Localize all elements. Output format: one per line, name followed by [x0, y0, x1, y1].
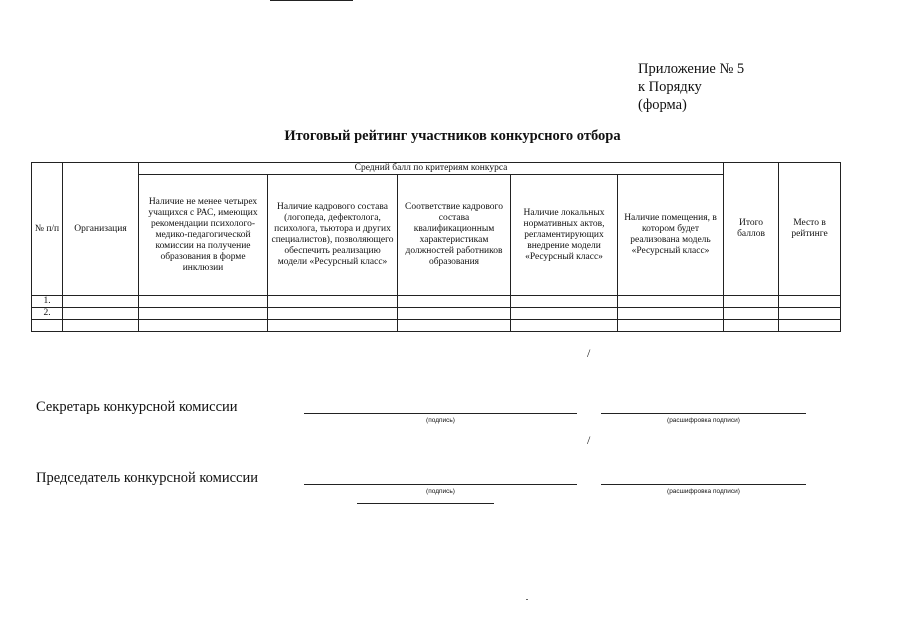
row-cell [779, 296, 841, 308]
secretary-label: Секретарь конкурсной комиссии [36, 399, 238, 415]
chairman-label: Председатель конкурсной комиссии [36, 470, 258, 486]
table-row [32, 308, 841, 320]
row-cell [618, 308, 724, 320]
chairman-decoding-caption: (расшифровка подписи) [667, 488, 740, 495]
header-criterion-2: Наличие кадрового состава (логопеда, дефектолога, психолога, тьютора и других специалистов), позволяющего обеспечить реализацию модели «Ресурсный класс» [268, 175, 398, 296]
row-cell [511, 308, 618, 320]
header-criteria-group: Средний балл по критериям конкурса [139, 163, 724, 175]
row-cell [511, 296, 618, 308]
row-cell [724, 296, 779, 308]
row-cell [268, 320, 398, 332]
header-organization: Организация [63, 163, 139, 296]
header-criterion-1: Наличие не менее четырех учащихся с РАС, имеющих рекомендации психолого-медико-педагогической комиссии на получение образования в форме инклюзии [139, 175, 268, 296]
row-cell [398, 320, 511, 332]
row-cell [139, 308, 268, 320]
row-cell [139, 296, 268, 308]
table-header-row-2 [32, 175, 841, 296]
row-cell [139, 320, 268, 332]
bottom-stray-line [357, 503, 494, 504]
row-cell [268, 296, 398, 308]
row-cell [63, 296, 139, 308]
appendix-reference: к Порядку [638, 79, 702, 95]
top-stray-line [270, 0, 353, 1]
table-header-row-1 [32, 163, 841, 175]
row-cell [618, 296, 724, 308]
row-number: 2. [32, 308, 63, 320]
header-criterion-5: Наличие помещения, в котором будет реализована модель «Ресурсный класс» [618, 175, 724, 296]
header-total: Итого баллов [724, 163, 779, 296]
appendix-form-note: (форма) [638, 97, 687, 113]
row-cell [398, 308, 511, 320]
header-place: Место в рейтинге [779, 163, 841, 296]
header-criterion-4: Наличие локальных нормативных актов, регламентирующих внедрение модели «Ресурсный класс» [511, 175, 618, 296]
stray-dot [526, 599, 528, 600]
secretary-decoding-line [601, 413, 806, 414]
row-cell [268, 308, 398, 320]
row-cell [398, 296, 511, 308]
row-cell [63, 320, 139, 332]
row-cell [618, 320, 724, 332]
row-cell [63, 308, 139, 320]
appendix-number: Приложение № 5 [638, 61, 745, 77]
row-cell [511, 320, 618, 332]
row-cell [724, 320, 779, 332]
document-title: Итоговый рейтинг участников конкурсного отбора [284, 128, 621, 144]
header-number: № п/п [32, 163, 63, 296]
secretary-signature-line [304, 413, 577, 414]
chairman-signature-line [304, 484, 577, 485]
table-row [32, 296, 841, 308]
row-cell [724, 308, 779, 320]
appendix-block [638, 60, 744, 114]
rating-table [31, 162, 841, 332]
table-row [32, 320, 841, 332]
separator-slash: / [587, 433, 591, 447]
row-number: 1. [32, 296, 63, 308]
row-cell [779, 320, 841, 332]
secretary-signature-caption: (подпись) [426, 417, 455, 424]
separator-slash: / [587, 346, 591, 360]
row-cell [779, 308, 841, 320]
header-criterion-3: Соответствие кадрового состава квалификационным характеристикам должностей работников образования [398, 175, 511, 296]
chairman-decoding-line [601, 484, 806, 485]
row-number [32, 320, 63, 332]
secretary-decoding-caption: (расшифровка подписи) [667, 417, 740, 424]
chairman-signature-caption: (подпись) [426, 488, 455, 495]
